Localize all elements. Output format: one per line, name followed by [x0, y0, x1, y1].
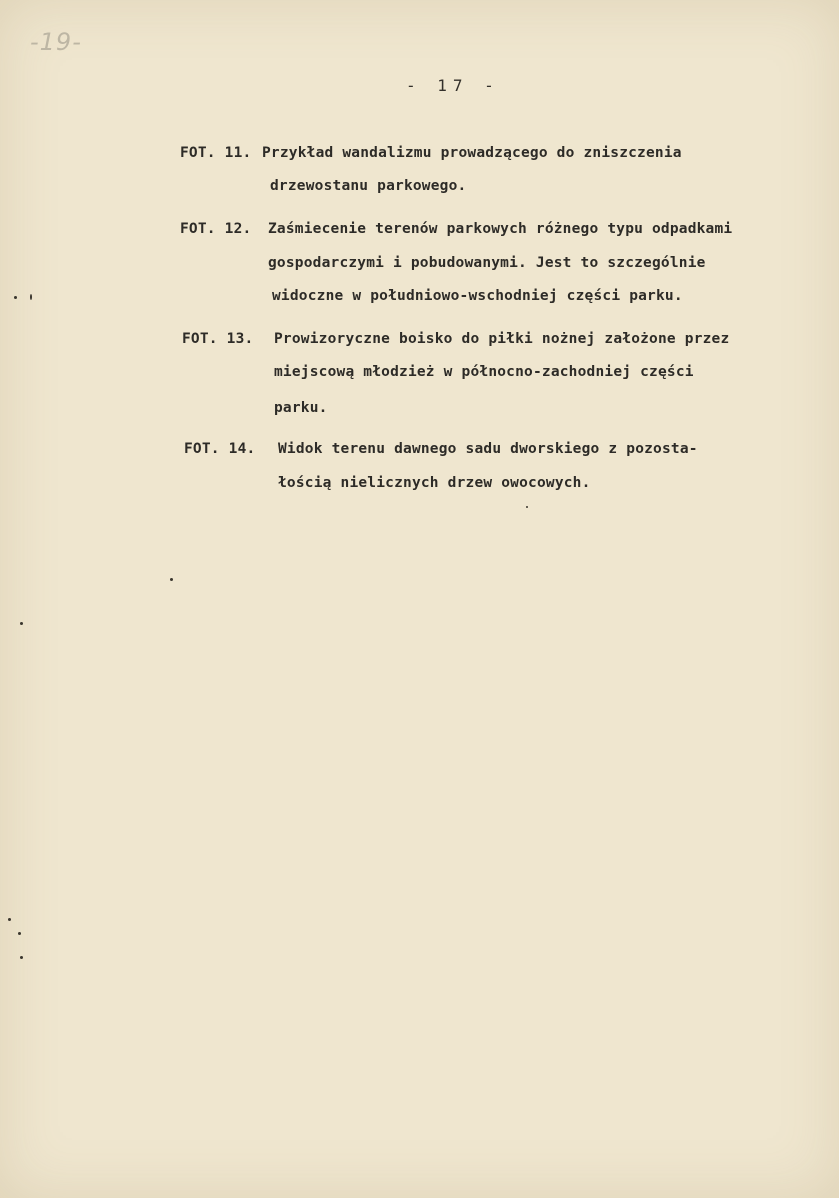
caption-line: gospodarczymi i pobudowanymi. Jest to szczególnie [268, 255, 706, 271]
caption-line: drzewostanu parkowego. [270, 178, 467, 194]
caption-label: FOT. 14. [184, 441, 256, 457]
pencil-page-mark: -19- [30, 28, 82, 56]
caption-line: Prowizoryczne boisko do piłki nożnej założone przez [274, 331, 730, 347]
caption-label: FOT. 13. [182, 331, 254, 347]
caption-line: parku. [274, 400, 328, 416]
scan-speck [170, 578, 173, 581]
caption-line: widoczne w południowo-wschodniej części parku. [272, 288, 683, 304]
scan-speck [20, 956, 23, 959]
caption-label: FOT. 11. [180, 145, 252, 161]
scan-speck [8, 918, 11, 921]
caption-label: FOT. 12. [180, 221, 252, 237]
scan-speck [30, 294, 32, 300]
caption-line: Widok terenu dawnego sadu dworskiego z pozosta- [278, 441, 698, 457]
scan-speck [20, 622, 23, 625]
page-number: - 17 - [406, 76, 500, 95]
scan-speck [14, 296, 17, 299]
caption-line: łością nielicznych drzew owocowych. [278, 475, 591, 491]
scan-speck [18, 932, 21, 935]
scan-speck [526, 506, 528, 508]
caption-line: Zaśmiecenie terenów parkowych różnego typu odpadkami [268, 221, 733, 237]
caption-line: Przykład wandalizmu prowadzącego do zniszczenia [262, 145, 682, 161]
caption-line: miejscową młodzież w północno-zachodniej części [274, 364, 694, 380]
